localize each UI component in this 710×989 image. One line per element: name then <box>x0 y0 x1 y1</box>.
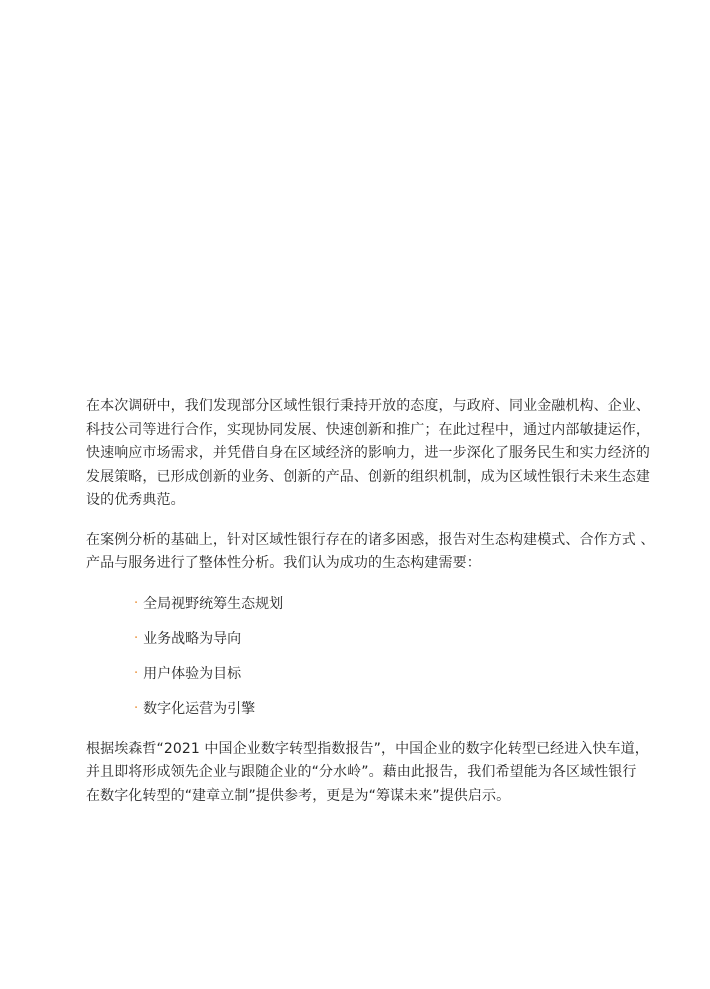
bullet-dot-icon: · <box>134 665 139 681</box>
list-item-label: 全局视野统筹生态规划 <box>143 596 284 612</box>
bullet-dot-icon: · <box>134 700 139 716</box>
paragraph-line: 设的优秀典范。 <box>86 492 185 508</box>
list-item-label: 用户体验为目标 <box>143 666 242 682</box>
list-item-label: 数字化运营为引擎 <box>143 701 256 717</box>
paragraph-conclusion <box>86 738 649 809</box>
paragraph-line: 产品与服务进行了整体性分析。我们认为成功的生态构建需要： <box>86 555 481 571</box>
list-item <box>134 656 632 691</box>
list-item-label: 业务战略为导向 <box>143 631 242 647</box>
page-content <box>86 395 655 808</box>
list-item <box>134 621 632 656</box>
paragraph-analysis-intro <box>86 529 655 576</box>
list-item <box>134 691 632 726</box>
paragraph-research-findings <box>86 395 650 513</box>
paragraph-line: 在本次调研中，我们发现部分区域性银行秉持开放的态度，与政府、同业金融机构、企业、 <box>86 398 650 414</box>
list-item <box>134 586 632 621</box>
success-factors-list <box>86 586 632 726</box>
bullet-dot-icon: · <box>134 630 139 646</box>
paragraph-line: 在案例分析的基础上，针对区域性银行存在的诸多困惑，报告对生态构建模式、合作方式 、 <box>86 531 655 548</box>
bullet-dot-icon: · <box>134 595 139 611</box>
paragraph-line: 并且即将形成领先企业与跟随企业的“分水岭”。藉由此报告，我们希望能为各区域性银行 <box>86 764 637 780</box>
paragraph-line: 发展策略，已形成创新的业务、创新的产品、创新的组织机制，成为区域性银行未来生态建 <box>86 468 650 485</box>
paragraph-line: 科技公司等进行合作，实现协同发展、快速创新和推广；在此过程中，通过内部敏捷运作， <box>86 421 650 438</box>
paragraph-line: 根据埃森哲“2021 中国企业数字转型指数报告”，中国企业的数字化转型已经进入快车道， <box>86 740 649 757</box>
paragraph-line: 在数字化转型的“建章立制”提供参考，更是为“筹谋未来”提供启示。 <box>86 787 511 804</box>
paragraph-line: 快速响应市场需求，并凭借自身在区域经济的影响力，进一步深化了服务民生和实力经济的 <box>86 445 650 461</box>
